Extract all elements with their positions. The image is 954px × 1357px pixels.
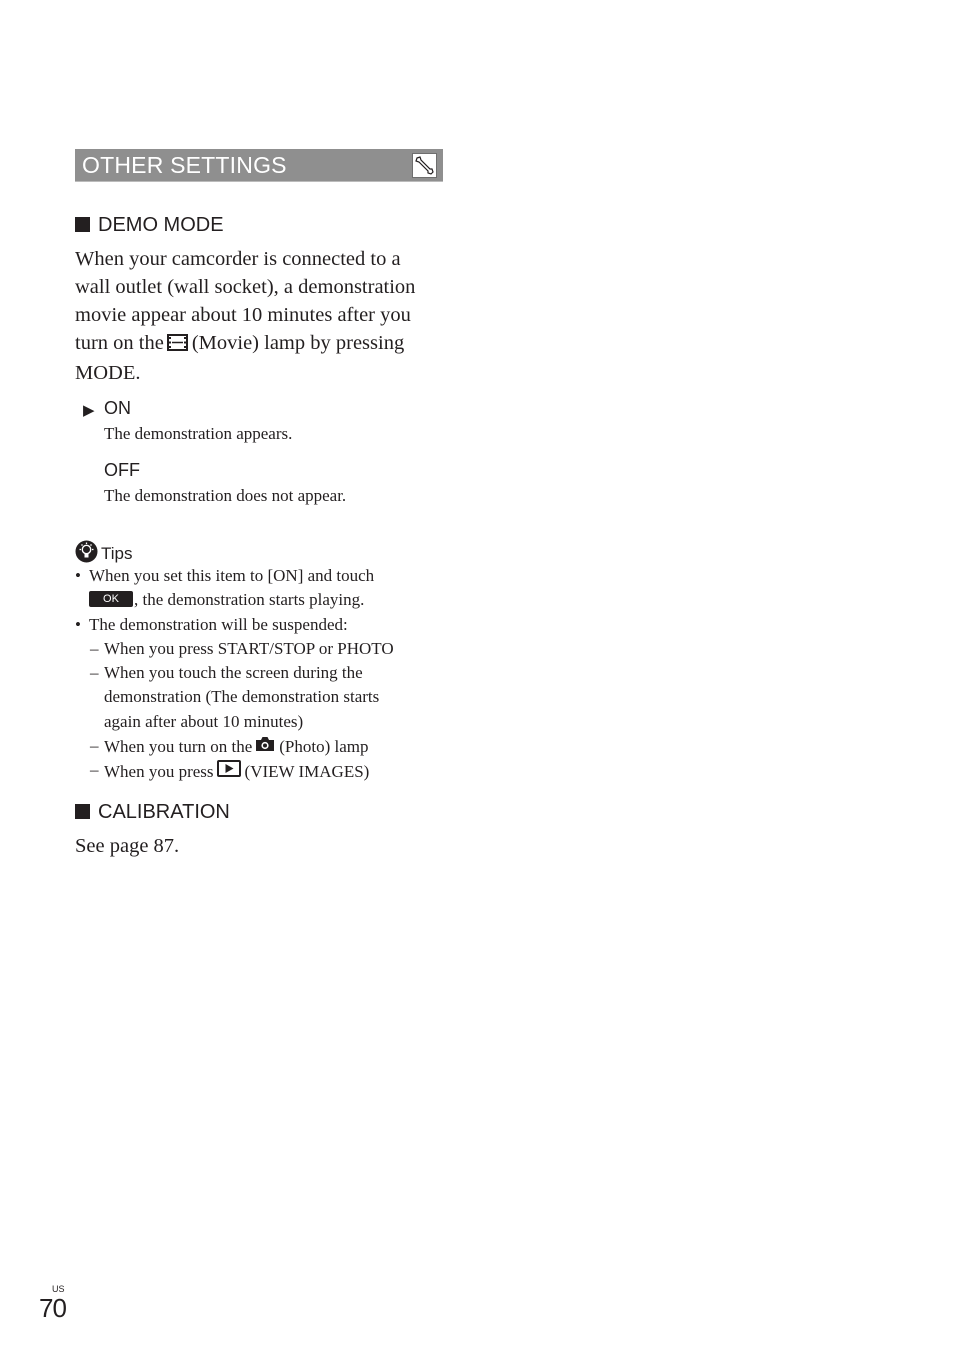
sub-tip-text-part: (Photo) lamp — [279, 737, 369, 756]
description-line — [75, 329, 445, 359]
default-option-arrow-icon: ▶ — [83, 402, 95, 419]
view-images-icon — [217, 760, 241, 782]
sub-tip-text-part: (VIEW IMAGES) — [244, 762, 370, 781]
page-region-label: US — [52, 1284, 65, 1294]
square-bullet-icon — [75, 217, 90, 232]
demo-mode-heading — [75, 214, 224, 237]
page-number: 70 — [39, 1293, 66, 1323]
sub-tip-text-part: When you turn on the — [104, 737, 253, 756]
bullet-glyph: • — [75, 615, 81, 634]
option-off-label: OFF — [104, 460, 140, 480]
calibration-text: See page 87. — [75, 835, 180, 857]
sub-tip-text — [104, 736, 369, 757]
dash-glyph: – — [90, 663, 99, 682]
dash-glyph: – — [90, 736, 99, 755]
demo-mode-description — [75, 245, 445, 387]
sub-tip-text: When you touch the screen during the — [104, 663, 363, 682]
description-line: MODE. — [75, 362, 141, 384]
wrench-icon — [412, 153, 437, 178]
bullet-glyph: • — [75, 566, 81, 585]
option-on-label: ON — [104, 398, 131, 418]
description-line: movie appear about 10 minutes after you — [75, 304, 411, 326]
dash-glyph: – — [90, 760, 99, 779]
tip-text-part: , the demonstration starts playing. — [134, 590, 365, 609]
description-text: (Movie) lamp by pressing — [191, 332, 405, 354]
tips-heading-text: Tips — [101, 544, 133, 563]
demo-mode-heading-text: DEMO MODE — [98, 214, 224, 236]
ok-button-icon: OK — [89, 591, 133, 607]
dash-glyph: – — [90, 639, 99, 658]
sub-tip-text: demonstration (The demonstration starts — [104, 687, 380, 706]
square-bullet-icon — [75, 804, 90, 819]
sub-tip-text: When you press START/STOP or PHOTO — [104, 639, 394, 658]
section-header — [75, 149, 443, 182]
tip-text: When you set this item to [ON] and touch — [89, 566, 375, 585]
option-on-description: The demonstration appears. — [104, 424, 293, 443]
tip-text — [89, 590, 364, 610]
description-text: turn on the — [75, 332, 164, 354]
tip-text: The demonstration will be suspended: — [89, 615, 348, 634]
description-line: wall outlet (wall socket), a demonstration — [75, 276, 416, 298]
movie-icon — [167, 331, 188, 359]
calibration-heading — [75, 801, 230, 824]
option-off-description: The demonstration does not appear. — [104, 486, 347, 505]
camera-icon — [255, 736, 275, 757]
tips-heading — [75, 540, 133, 568]
sub-tip-text — [104, 760, 369, 782]
sub-tip-text-part: When you press — [104, 762, 214, 781]
lightbulb-icon — [75, 540, 101, 568]
description-line: When your camcorder is connected to a — [75, 248, 401, 270]
calibration-heading-text: CALIBRATION — [98, 801, 230, 823]
section-title: OTHER SETTINGS — [82, 152, 287, 178]
sub-tip-text: again after about 10 minutes) — [104, 712, 304, 731]
